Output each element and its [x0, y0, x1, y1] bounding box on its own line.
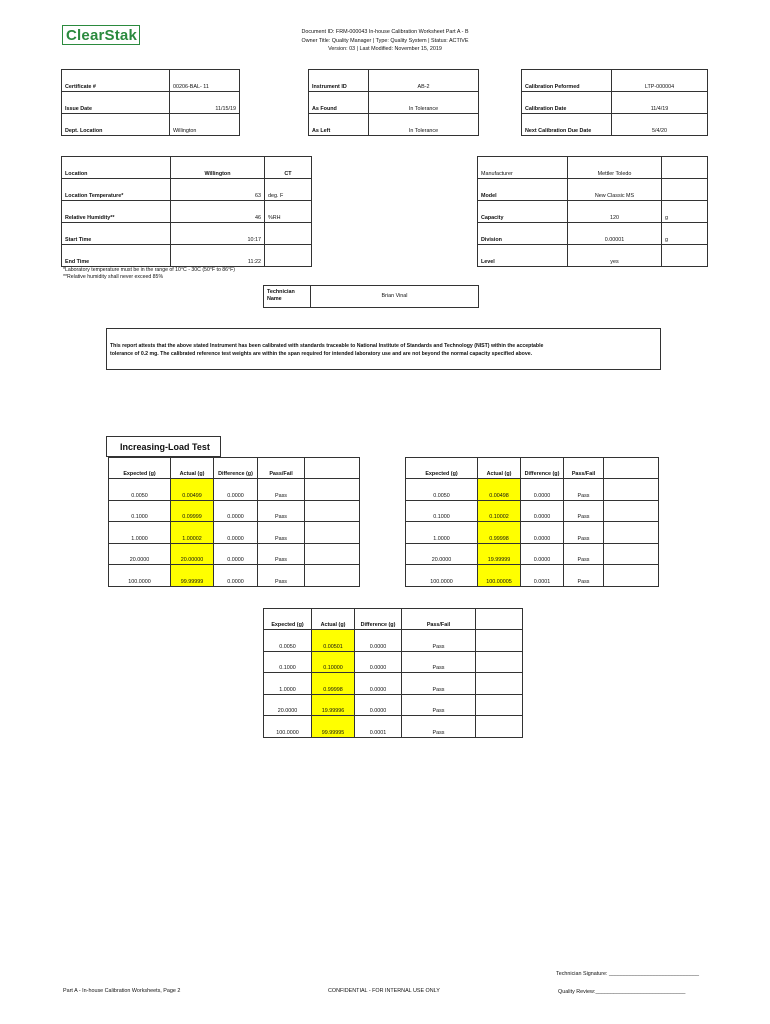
certificate-label: Certificate #	[62, 70, 170, 92]
table-row	[264, 673, 523, 695]
end-time-value: 11:22	[171, 245, 265, 267]
actual-cell: 99.99999	[171, 565, 214, 587]
actual-cell: 1.00002	[171, 522, 214, 544]
technician-label	[264, 286, 311, 308]
actual-cell: 0.99998	[478, 522, 521, 544]
actual-cell: 100.00005	[478, 565, 521, 587]
humidity-label: Relative Humidity**	[62, 201, 171, 223]
empty-cell	[305, 565, 360, 587]
table-row	[109, 565, 360, 587]
pass-fail-cell: Pass	[258, 565, 305, 587]
attestation-box	[106, 328, 661, 370]
location-value: Willington	[171, 157, 265, 179]
end-time-label: End Time	[62, 245, 171, 267]
as-left-label: As Left	[309, 114, 369, 136]
expected-header: Expected (g)	[264, 609, 312, 630]
empty-cell	[265, 223, 312, 245]
actual-cell: 0.10000	[312, 651, 355, 673]
table-row	[264, 651, 523, 673]
instrument-id-label: Instrument ID	[309, 70, 369, 92]
header-line-2: Owner Title: Quality Manager | Type: Quality System | Status: ACTIVE	[301, 37, 469, 44]
empty-cell	[604, 458, 659, 479]
empty-cell	[476, 609, 523, 630]
footer-page-label: Part A - In-house Calibration Worksheets, Page 2	[63, 988, 181, 994]
empty-cell	[604, 522, 659, 544]
calibration-date-value: 11/4/19	[612, 92, 708, 114]
actual-cell: 0.00498	[478, 479, 521, 501]
empty-cell	[476, 716, 523, 738]
expected-cell: 100.0000	[264, 716, 312, 738]
expected-cell: 0.0050	[109, 479, 171, 501]
table-row	[109, 522, 360, 544]
table-row	[264, 716, 523, 738]
pass-fail-cell: Pass	[564, 565, 604, 587]
document-header	[250, 28, 520, 54]
pass-fail-cell: Pass	[564, 479, 604, 501]
division-unit: g	[662, 223, 708, 245]
expected-cell: 100.0000	[109, 565, 171, 587]
header-line-1: Document ID: FRM-000043 In-house Calibration Worksheet Part A - B	[301, 29, 469, 35]
manufacturer-value: Mettler Toledo	[568, 157, 662, 179]
test-table-1-body	[109, 479, 360, 587]
expected-cell: 20.0000	[109, 543, 171, 565]
difference-cell: 0.0000	[521, 479, 564, 501]
attestation-line-2: tolerance of 0.2 mg. The calibrated reference test weights are within the span required for intended laboratory use and are not beyond the normal capacity specified above.	[110, 351, 533, 357]
environment-table	[61, 156, 312, 267]
capacity-value: 120	[568, 201, 662, 223]
model-label: Model	[478, 179, 568, 201]
difference-cell: 0.0001	[521, 565, 564, 587]
manufacturer-label: Manufacturer	[478, 157, 568, 179]
pass-fail-header: Pass/Fail	[564, 458, 604, 479]
issue-date-label: Issue Date	[62, 92, 170, 114]
difference-header: Difference (g)	[355, 609, 402, 630]
expected-cell: 20.0000	[264, 694, 312, 716]
difference-cell: 0.0000	[355, 630, 402, 652]
empty-cell	[604, 543, 659, 565]
table-row	[109, 543, 360, 565]
pass-fail-header: Pass/Fail	[402, 609, 476, 630]
instrument-id-value: AB-2	[369, 70, 479, 92]
pass-fail-header: Pass/Fail	[258, 458, 305, 479]
actual-cell: 19.99996	[312, 694, 355, 716]
division-label: Division	[478, 223, 568, 245]
as-left-value: In Tolerance	[369, 114, 479, 136]
empty-cell	[305, 543, 360, 565]
calibration-table	[521, 69, 708, 136]
pass-fail-cell: Pass	[402, 673, 476, 695]
technician-label-line-1: Technician	[267, 289, 295, 295]
capacity-label: Capacity	[478, 201, 568, 223]
actual-cell: 19.99999	[478, 543, 521, 565]
table-row	[406, 522, 659, 544]
difference-cell: 0.0000	[355, 694, 402, 716]
expected-cell: 1.0000	[406, 522, 478, 544]
model-value: New Classic MS	[568, 179, 662, 201]
logo-text: ClearStak	[66, 26, 138, 44]
balance-table	[477, 156, 708, 267]
actual-header: Actual (g)	[312, 609, 355, 630]
pass-fail-cell: Pass	[258, 500, 305, 522]
difference-cell: 0.0001	[355, 716, 402, 738]
expected-cell: 100.0000	[406, 565, 478, 587]
expected-cell: 20.0000	[406, 543, 478, 565]
technician-label-line-2: Name	[267, 296, 282, 302]
table-row	[406, 479, 659, 501]
table-row	[406, 543, 659, 565]
empty-cell	[265, 245, 312, 267]
pass-fail-cell: Pass	[564, 500, 604, 522]
empty-cell	[662, 179, 708, 201]
expected-cell: 0.0050	[406, 479, 478, 501]
actual-cell: 99.99995	[312, 716, 355, 738]
next-due-value: 5/4/20	[612, 114, 708, 136]
test-table-1	[108, 457, 360, 587]
actual-cell: 0.00501	[312, 630, 355, 652]
location-state: CT	[265, 157, 312, 179]
issue-date-value: 11/15/19	[170, 92, 240, 114]
test-table-2	[405, 457, 659, 587]
certificate-table	[61, 69, 240, 136]
test-table-3	[263, 608, 523, 738]
division-value: 0.00001	[568, 223, 662, 245]
header-line-3: Version: 03 | Last Modified: November 15, 2019	[328, 46, 442, 52]
pass-fail-cell: Pass	[258, 522, 305, 544]
actual-cell: 20.00000	[171, 543, 214, 565]
humidity-note: **Relative humidity shall never exceed 85%	[63, 274, 164, 280]
difference-cell: 0.0000	[521, 500, 564, 522]
empty-cell	[305, 458, 360, 479]
actual-cell: 0.00499	[171, 479, 214, 501]
humidity-value: 46	[171, 201, 265, 223]
empty-cell	[476, 673, 523, 695]
actual-header: Actual (g)	[171, 458, 214, 479]
empty-cell	[476, 651, 523, 673]
difference-cell: 0.0000	[214, 522, 258, 544]
difference-header: Difference (g)	[214, 458, 258, 479]
difference-cell: 0.0000	[355, 673, 402, 695]
calibration-date-label: Calibration Date	[522, 92, 612, 114]
test-table-2-body	[406, 479, 659, 587]
humidity-unit: %RH	[265, 201, 312, 223]
table-row	[264, 694, 523, 716]
test-table-3-body	[264, 630, 523, 738]
empty-cell	[662, 245, 708, 267]
capacity-unit: g	[662, 201, 708, 223]
technician-name: Brian Vinal	[311, 286, 479, 308]
footer-confidential: CONFIDENTIAL - FOR INTERNAL USE ONLY	[328, 988, 440, 994]
empty-cell	[305, 479, 360, 501]
start-time-label: Start Time	[62, 223, 171, 245]
technician-signature-line: Technician Signature: ______________________________	[556, 971, 699, 977]
actual-cell: 0.10002	[478, 500, 521, 522]
difference-header: Difference (g)	[521, 458, 564, 479]
empty-cell	[476, 694, 523, 716]
pass-fail-cell: Pass	[258, 543, 305, 565]
difference-cell: 0.0000	[355, 651, 402, 673]
location-label: Location	[62, 157, 171, 179]
pass-fail-cell: Pass	[402, 651, 476, 673]
empty-cell	[604, 565, 659, 587]
level-label: Level	[478, 245, 568, 267]
empty-cell	[305, 522, 360, 544]
temperature-unit: deg. F	[265, 179, 312, 201]
pass-fail-cell: Pass	[402, 694, 476, 716]
actual-header: Actual (g)	[478, 458, 521, 479]
actual-cell: 0.99998	[312, 673, 355, 695]
difference-cell: 0.0000	[521, 543, 564, 565]
difference-cell: 0.0000	[521, 522, 564, 544]
table-row	[109, 500, 360, 522]
next-due-label: Next Calibration Due Date	[522, 114, 612, 136]
expected-cell: 0.1000	[109, 500, 171, 522]
expected-cell: 0.1000	[406, 500, 478, 522]
empty-cell	[604, 500, 659, 522]
dept-location-label: Dept. Location	[62, 114, 170, 136]
attestation-line-1: This report attests that the above stated Instrument has been calibrated with standards traceable to National Institute of Standards and Technology (NIST) within the acceptable	[110, 343, 544, 349]
expected-cell: 1.0000	[264, 673, 312, 695]
expected-cell: 1.0000	[109, 522, 171, 544]
pass-fail-cell: Pass	[258, 479, 305, 501]
temperature-label: Location Temperature*	[62, 179, 171, 201]
expected-header: Expected (g)	[109, 458, 171, 479]
increasing-load-title: Increasing-Load Test	[106, 436, 221, 457]
empty-cell	[604, 479, 659, 501]
table-row	[264, 630, 523, 652]
start-time-value: 10:17	[171, 223, 265, 245]
as-found-value: In Tolerance	[369, 92, 479, 114]
dept-location-value: Willington	[170, 114, 240, 136]
table-row	[406, 500, 659, 522]
calibration-performed-label: Calibration Peformed	[522, 70, 612, 92]
technician-table	[263, 285, 479, 308]
empty-cell	[305, 500, 360, 522]
level-value: yes	[568, 245, 662, 267]
calibration-performed-value: LTP-000004	[612, 70, 708, 92]
difference-cell: 0.0000	[214, 565, 258, 587]
certificate-value: 00206-BAL- 11	[170, 70, 240, 92]
pass-fail-cell: Pass	[564, 543, 604, 565]
expected-header: Expected (g)	[406, 458, 478, 479]
difference-cell: 0.0000	[214, 543, 258, 565]
as-found-label: As Found	[309, 92, 369, 114]
table-row	[109, 479, 360, 501]
actual-cell: 0.09999	[171, 500, 214, 522]
empty-cell	[476, 630, 523, 652]
empty-cell	[662, 157, 708, 179]
difference-cell: 0.0000	[214, 479, 258, 501]
pass-fail-cell: Pass	[402, 630, 476, 652]
table-row	[406, 565, 659, 587]
pass-fail-cell: Pass	[402, 716, 476, 738]
pass-fail-cell: Pass	[564, 522, 604, 544]
temperature-note: *Laboratory temperature must be in the range of 10°C - 30C (50°F to 86°F)	[63, 267, 236, 273]
clearstak-logo	[62, 25, 140, 45]
environment-notes	[63, 267, 235, 281]
expected-cell: 0.1000	[264, 651, 312, 673]
temperature-value: 63	[171, 179, 265, 201]
quality-review-line: Quality Review:______________________________	[558, 989, 686, 995]
expected-cell: 0.0050	[264, 630, 312, 652]
instrument-table	[308, 69, 479, 136]
difference-cell: 0.0000	[214, 500, 258, 522]
